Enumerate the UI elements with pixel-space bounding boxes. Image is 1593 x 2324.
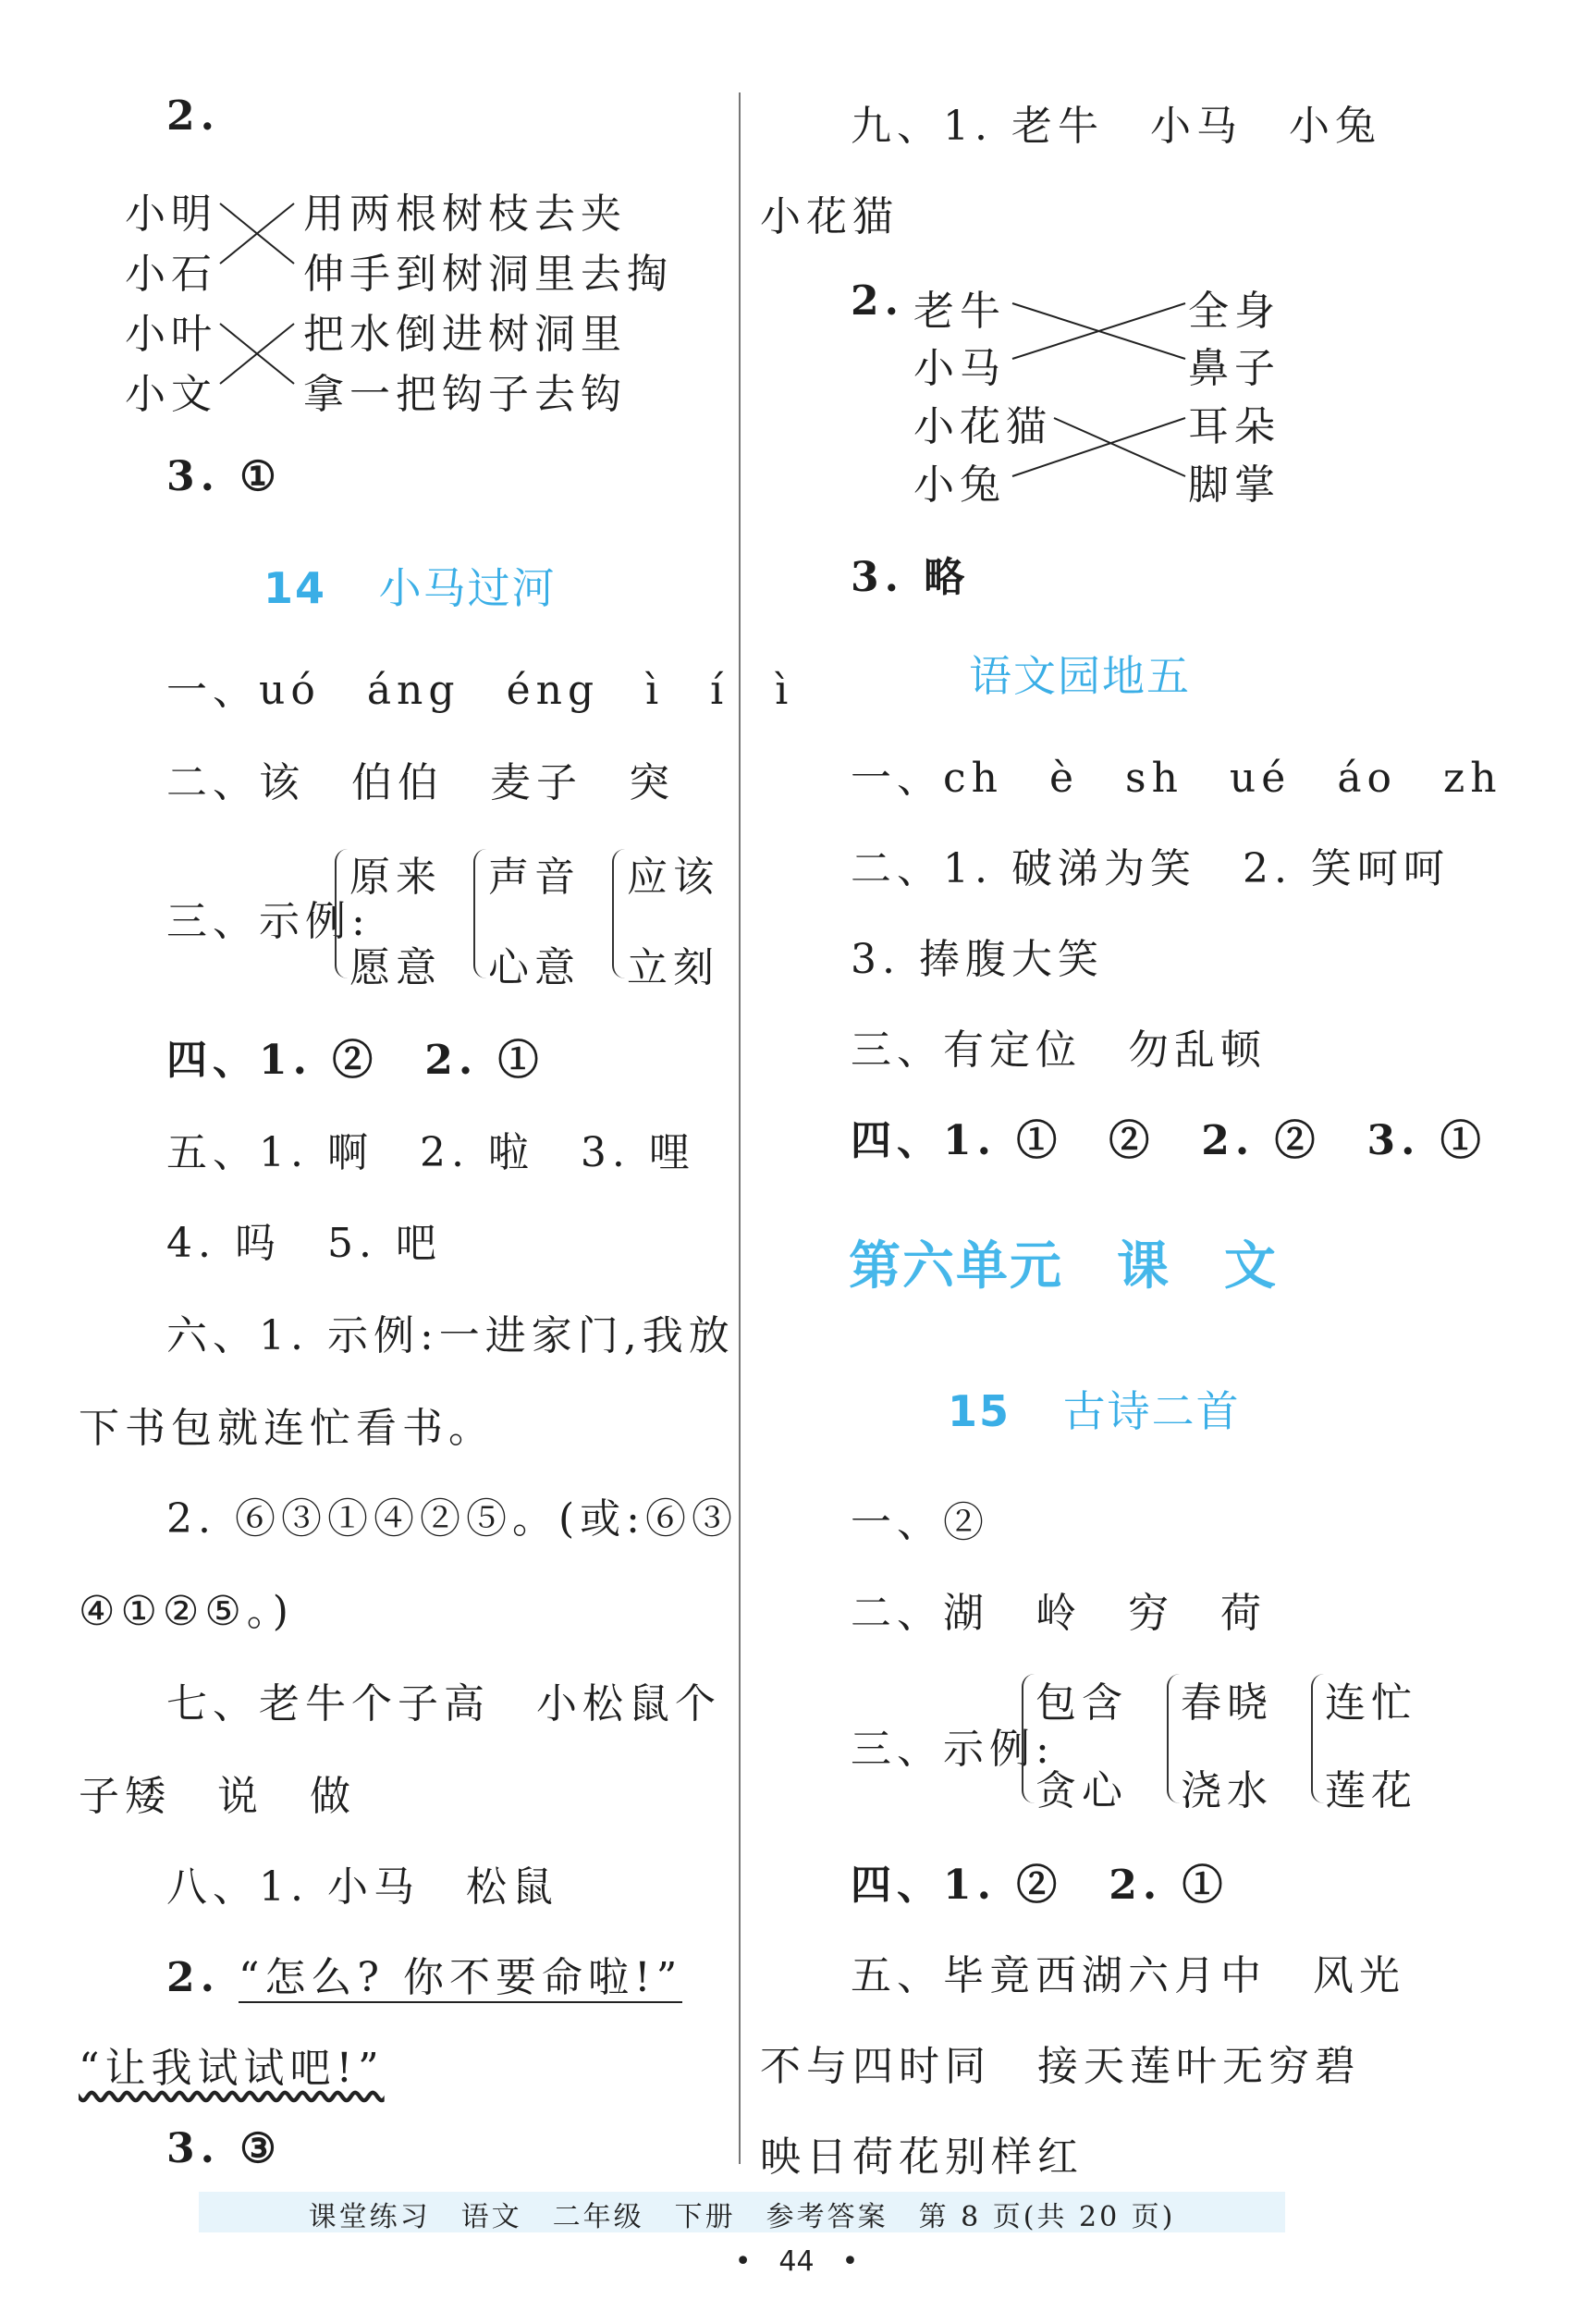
- match-left-item: 小叶: [125, 311, 217, 358]
- lesson-number: 15: [948, 1386, 1011, 1436]
- answer-line: 一、ch è sh ué áo zh: [851, 755, 1502, 802]
- match-right-item: 脚掌: [1188, 461, 1281, 509]
- answer-line: 四、1. ② 2. ①: [851, 1862, 1229, 1909]
- item-number: 2.: [166, 1954, 220, 2001]
- answer-line: 四、1. ② 2. ①: [166, 1037, 545, 1084]
- unit-heading: 第六单元 课 文: [849, 1236, 1278, 1297]
- match-left-item: 小兔: [913, 461, 1006, 509]
- answer-line: 六、1. 示例:一进家门,我放: [166, 1312, 735, 1359]
- section-heading: 语文园地五: [969, 651, 1191, 701]
- match-right-item: 伸手到树洞里去掏: [303, 251, 673, 298]
- answer-line: 二、1. 破涕为笑 2. 笑呵呵: [851, 845, 1450, 892]
- answer-line: 二、该 伯伯 麦子 突: [166, 759, 675, 806]
- example-word: 愿意: [349, 944, 442, 991]
- example-word: 春晓: [1181, 1679, 1273, 1727]
- example-word: 连忙: [1325, 1679, 1417, 1727]
- answer-line: 一、②: [851, 1499, 989, 1546]
- brace-icon: [612, 849, 627, 978]
- match-left-item: 小花猫: [913, 403, 1052, 450]
- match-right-item: 拿一把钩子去钩: [303, 371, 627, 418]
- example-word: 心意: [488, 944, 581, 991]
- brace-icon: [1311, 1674, 1326, 1803]
- example-word: 莲花: [1325, 1767, 1417, 1814]
- page-footer: 课堂练习 语文 二年级 下册 参考答案 第 8 页(共 20 页): [308, 2201, 1176, 2233]
- answer-line: 不与四时同 接天莲叶无穷碧: [760, 2043, 1361, 2090]
- answer-line: 一、uó áng éng ì í ì: [166, 667, 794, 714]
- example-word: 包含: [1035, 1679, 1128, 1727]
- answer-line: 下书包就连忙看书。: [79, 1405, 495, 1452]
- q3-answer: 3. ①: [166, 453, 282, 500]
- answer-line: 四、1. ① ② 2. ② 3. ①: [851, 1117, 1487, 1164]
- answer-line: 3. 略: [851, 554, 971, 601]
- underlined-quote: “怎么? 你不要命啦!”: [238, 1954, 683, 2001]
- example-word: 立刻: [627, 944, 719, 991]
- q2-label: 2.: [851, 277, 904, 325]
- lesson-title: 小马过河: [378, 563, 557, 613]
- example-label: 三、示例:: [166, 898, 371, 945]
- answer-line: 五、1. 啊 2. 啦 3. 哩: [166, 1129, 695, 1176]
- example-word: 浇水: [1181, 1767, 1273, 1814]
- match-left-item: 小文: [125, 371, 217, 418]
- lesson-15-heading: [948, 1378, 1241, 1439]
- example-label: 三、示例:: [851, 1726, 1055, 1773]
- brace-icon: [1167, 1674, 1182, 1803]
- answer-line: 八、1. 小马 松鼠: [166, 1863, 558, 1911]
- match-right-item: 耳朵: [1188, 403, 1281, 450]
- page-number: • 44 •: [734, 2245, 859, 2278]
- match-left-item: 小石: [125, 251, 217, 298]
- match-left-item: 小明: [125, 191, 217, 238]
- answer-line: 2. ⑥③①④②⑤。(或:⑥③: [166, 1495, 738, 1543]
- answer-line: 映日荷花别样红: [760, 2133, 1084, 2181]
- match-right-item: 鼻子: [1188, 345, 1281, 392]
- answer-line: 七、老牛个子高 小松鼠个: [166, 1680, 721, 1728]
- answer-line: 九、1. 老牛 小马 小兔: [851, 103, 1381, 150]
- example-word: 原来: [349, 854, 442, 901]
- answer-line: 4. 吗 5. 吧: [166, 1220, 442, 1267]
- brace-icon: [1022, 1674, 1036, 1803]
- example-word: 应该: [627, 854, 719, 901]
- answer-line: 3. ③: [166, 2125, 282, 2172]
- lesson-number: 14: [263, 563, 327, 613]
- answer-line: ④①②⑤。): [79, 1588, 294, 1635]
- answer-line: 3. 捧腹大笑: [851, 936, 1104, 983]
- answer-line: 三、有定位 勿乱顿: [851, 1027, 1267, 1074]
- lesson-14-heading: [263, 555, 557, 616]
- answer-line: 子矮 说 做: [79, 1773, 356, 1820]
- match-right-item: 用两根树枝去夹: [303, 191, 627, 238]
- answer-line: [166, 1944, 682, 2003]
- q2-label: 2.: [166, 92, 220, 140]
- brace-icon: [473, 849, 488, 978]
- match-left-item: 老牛: [913, 288, 1006, 335]
- answer-line: 小花猫: [760, 193, 899, 240]
- match-right-item: 把水倒进树洞里: [303, 311, 627, 358]
- answer-line: 二、湖 岭 穷 荷: [851, 1590, 1267, 1637]
- brace-icon: [335, 849, 349, 978]
- wavy-underlined-quote: “让我试试吧!”: [79, 2045, 385, 2092]
- match-left-item: 小马: [913, 345, 1006, 392]
- answer-line: [79, 2035, 385, 2094]
- answer-line: 五、毕竟西湖六月中 风光: [851, 1952, 1405, 1999]
- example-word: 声音: [488, 854, 581, 901]
- example-word: 贪心: [1035, 1767, 1128, 1814]
- lesson-title: 古诗二首: [1062, 1386, 1241, 1436]
- match-right-item: 全身: [1188, 288, 1281, 335]
